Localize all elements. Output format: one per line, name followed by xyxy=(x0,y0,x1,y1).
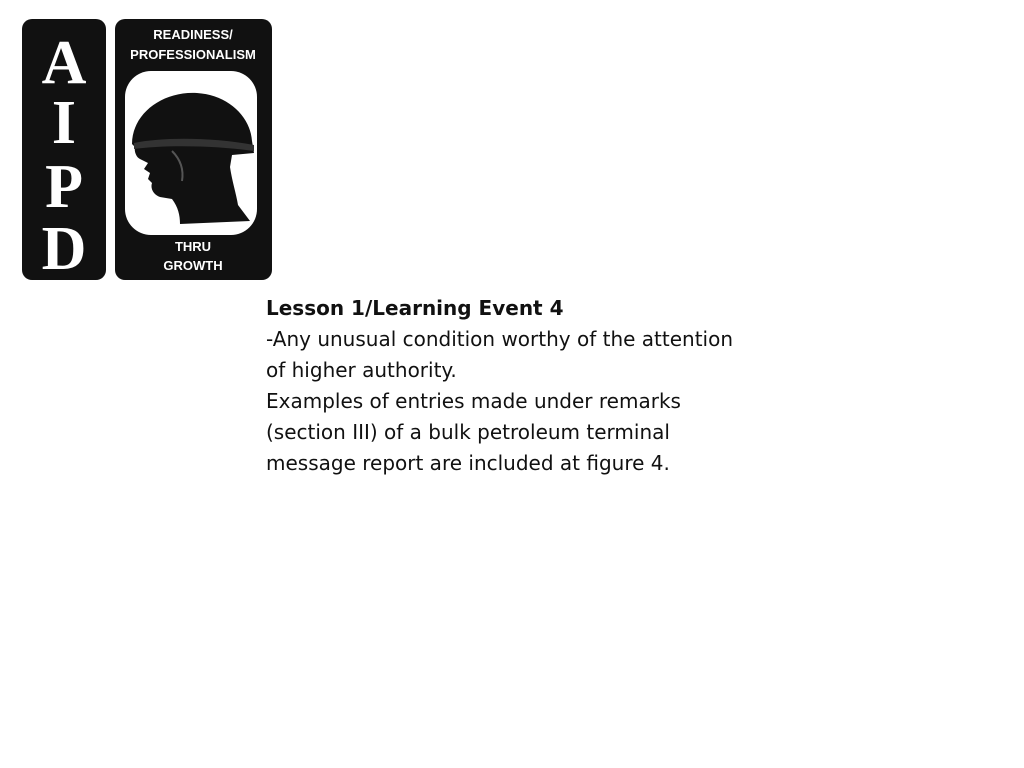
lesson-text-line-4: (section III) of a bulk petroleum terminal xyxy=(266,420,670,444)
logo-letter-a: A xyxy=(41,29,87,97)
aipd-logo-graphic xyxy=(22,19,272,280)
lesson-text-line-2: of higher authority. xyxy=(266,358,457,382)
lesson-text-line-5: message report are included at figure 4. xyxy=(266,451,670,475)
logo-top-text-1: READINESS/ xyxy=(153,27,233,42)
logo-top-text-2: PROFESSIONALISM xyxy=(130,47,256,62)
lesson-text-block xyxy=(266,293,786,479)
lesson-text-line-3: Examples of entries made under remarks xyxy=(266,389,681,413)
logo-letter-p: P xyxy=(45,153,83,221)
logo-letter-i: I xyxy=(51,89,77,157)
logo-bottom-text-1: THRU xyxy=(174,239,212,254)
lesson-title: Lesson 1/Learning Event 4 xyxy=(266,296,564,320)
aipd-logo xyxy=(22,19,272,280)
lesson-text-line-1: -Any unusual condition worthy of the attention xyxy=(266,327,734,351)
logo-letter-d: D xyxy=(41,215,87,280)
logo-bottom-text-2: GROWTH xyxy=(163,258,223,273)
